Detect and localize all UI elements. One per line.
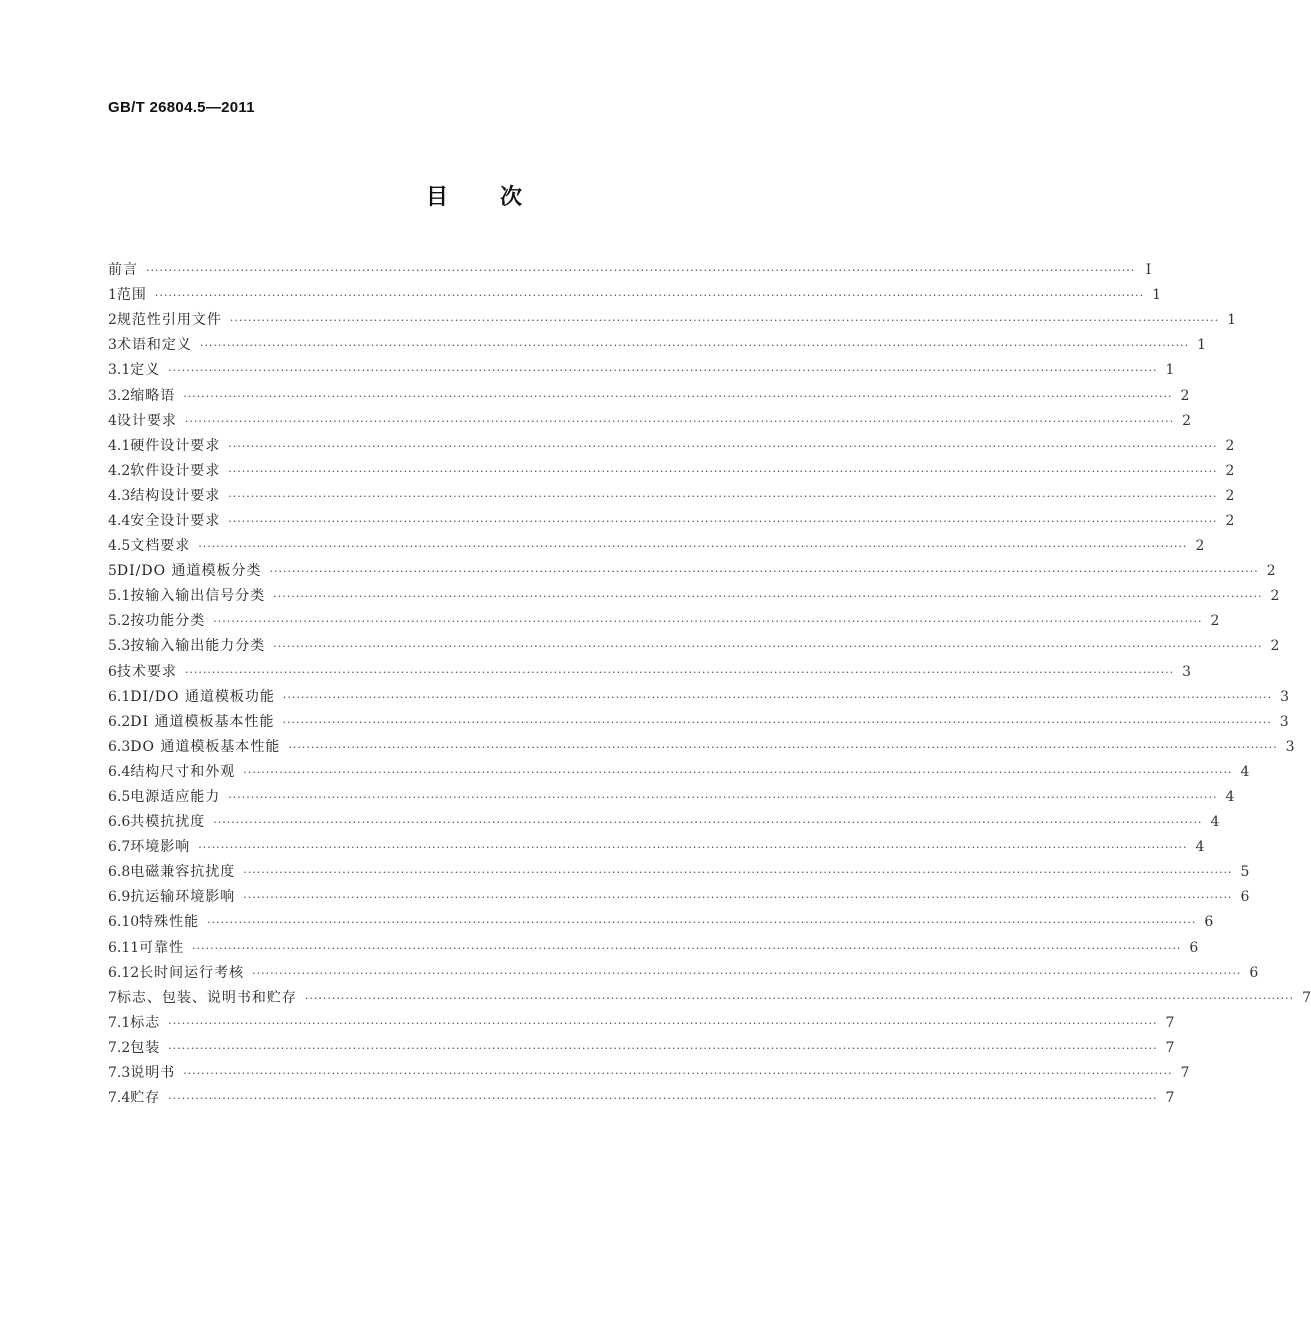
toc-entry-page: 7 [1165, 1039, 1175, 1056]
toc-entry-label: 结构尺寸和外观 [130, 763, 236, 780]
toc-entry-number: 5.1 [108, 588, 131, 605]
toc-entry[interactable] [108, 1061, 1190, 1086]
toc-leader-dots: ···························································································································································································································· [213, 615, 1203, 629]
toc-entry[interactable] [108, 609, 1220, 634]
toc-entry-page: 3 [1280, 688, 1290, 705]
toc-entry[interactable] [108, 760, 1250, 785]
toc-entry-label: 环境影响 [130, 839, 191, 856]
toc-entry[interactable] [108, 936, 1199, 961]
toc-entry-number: 7.1 [108, 1014, 131, 1031]
toc-entry-number: 6.11 [108, 939, 140, 956]
toc-leader-dots: ···························································································································································································································· [269, 565, 1259, 579]
toc-entry[interactable] [108, 258, 1152, 283]
toc-entry-number: 4.4 [108, 512, 131, 529]
toc-entry-label: 贮存 [130, 1090, 161, 1107]
toc-entry[interactable] [108, 358, 1175, 383]
toc-leader-dots: ···························································································································································································································· [183, 389, 1173, 403]
toc-entry-number: 6.4 [108, 763, 131, 780]
toc-entry-page: 2 [1225, 462, 1235, 479]
toc-entry[interactable] [108, 584, 1280, 609]
toc-entry[interactable] [108, 835, 1205, 860]
toc-entry-page: 2 [1225, 487, 1235, 504]
toc-entry-page: 2 [1210, 613, 1220, 630]
toc-entry-label: 可靠性 [139, 939, 185, 956]
toc-leader-dots: ···························································································································································································································· [199, 339, 1190, 353]
toc-leader-dots: ···························································································································································································································· [198, 841, 1188, 855]
toc-entry[interactable] [108, 459, 1235, 484]
toc-leader-dots: ···························································································································································································································· [146, 264, 1136, 278]
toc-entry-page: 2 [1225, 512, 1235, 529]
toc-entry-page: 3 [1285, 738, 1295, 755]
toc-leader-dots: ···························································································································································································································· [228, 464, 1218, 478]
toc-leader-dots: ···························································································································································································································· [229, 314, 1220, 328]
toc-leader-dots: ···························································································································································································································· [183, 1067, 1173, 1081]
toc-entry-page: 2 [1270, 588, 1280, 605]
toc-entry[interactable] [108, 1036, 1175, 1061]
toc-leader-dots: ···························································································································································································································· [168, 1041, 1158, 1055]
toc-entry[interactable] [108, 634, 1280, 659]
toc-entry-number: 4.1 [108, 437, 131, 454]
toc-entry-label: 抗运输环境影响 [130, 889, 236, 906]
toc-entry-number: 4 [108, 412, 117, 429]
title-char-1: 目 [425, 185, 450, 210]
toc-entry[interactable] [108, 534, 1205, 559]
toc-entry-number: 6.9 [108, 889, 131, 906]
page-title [0, 180, 950, 211]
toc-entry-page: 2 [1195, 538, 1205, 555]
toc-entry-label: 术语和定义 [116, 337, 192, 354]
toc-entry-number: 5.3 [108, 638, 131, 655]
toc-entry-page: 6 [1249, 964, 1259, 981]
toc-entry[interactable] [108, 910, 1214, 935]
toc-entry-page: 1 [1227, 312, 1237, 329]
toc-entry-number: 4.5 [108, 538, 131, 555]
toc-entry-number: 7.3 [108, 1065, 131, 1082]
toc-entry-page: 3 [1182, 663, 1192, 680]
toc-entry-label: 标志 [130, 1014, 161, 1031]
toc-leader-dots: ···························································································································································································································· [282, 690, 1273, 704]
toc-entry-page: 7 [1302, 989, 1311, 1006]
toc-entry[interactable] [108, 409, 1192, 434]
toc-entry-page: 4 [1240, 763, 1250, 780]
toc-leader-dots: ···························································································································································································································· [168, 364, 1158, 378]
title-char-2: 次 [500, 185, 525, 210]
toc-entry-label: 技术要求 [116, 663, 177, 680]
toc-entry-number: 6.2 [108, 713, 131, 730]
toc-entry-number: 7.2 [108, 1039, 131, 1056]
toc-entry-label: 规范性引用文件 [116, 312, 222, 329]
toc-entry-number: 7 [108, 989, 117, 1006]
toc-entry-label: 电磁兼容抗扰度 [130, 864, 236, 881]
toc-leader-dots: ···························································································································································································································· [168, 1016, 1158, 1030]
toc-leader-dots: ···························································································································································································································· [304, 991, 1295, 1005]
toc-entry-label: 特殊性能 [139, 914, 200, 931]
toc-entry[interactable] [108, 1086, 1175, 1111]
toc-entry-number: 6.12 [108, 964, 140, 981]
toc-entry-number: 3.2 [108, 387, 131, 404]
toc-entry-label: DI/DO 通道模板分类 [116, 563, 262, 580]
toc-entry[interactable] [108, 484, 1235, 509]
toc-entry-page: 2 [1270, 638, 1280, 655]
toc-entry-label: 范围 [116, 287, 147, 304]
toc-entry-label: 按输入输出信号分类 [130, 588, 266, 605]
toc-entry-label: 缩略语 [130, 387, 176, 404]
toc-entry-label: DI 通道模板基本性能 [130, 713, 275, 730]
table-of-contents [108, 258, 1311, 1111]
toc-entry-label: 按功能分类 [130, 613, 206, 630]
toc-entry-label: 文档要求 [130, 538, 191, 555]
toc-entry-number: 6.6 [108, 814, 131, 831]
toc-entry-label: 安全设计要求 [130, 512, 221, 529]
toc-entry[interactable] [108, 785, 1235, 810]
toc-leader-dots: ···························································································································································································································· [228, 514, 1218, 528]
toc-entry-label: 电源适应能力 [130, 789, 221, 806]
toc-entry-number: 2 [108, 312, 117, 329]
toc-entry-page: 2 [1266, 563, 1276, 580]
toc-entry-number: 6.3 [108, 738, 131, 755]
toc-entry-page: Ⅰ [1145, 262, 1152, 279]
toc-leader-dots: ···························································································································································································································· [154, 289, 1145, 303]
toc-entry-number: 7.4 [108, 1090, 131, 1107]
toc-entry-label: 共模抗扰度 [130, 814, 206, 831]
toc-entry-number: 4.3 [108, 487, 131, 504]
toc-entry-page: 2 [1180, 387, 1190, 404]
toc-entry-page: 7 [1165, 1090, 1175, 1107]
toc-entry-page: 1 [1165, 362, 1175, 379]
toc-entry-number: 6.1 [108, 688, 131, 705]
toc-entry[interactable] [108, 434, 1235, 459]
toc-entry[interactable] [108, 283, 1162, 308]
toc-entry[interactable] [108, 383, 1190, 408]
toc-entry-page: 7 [1165, 1014, 1175, 1031]
toc-entry-page: 3 [1279, 713, 1289, 730]
toc-entry-label: 定义 [130, 362, 161, 379]
toc-entry-label: 说明书 [130, 1065, 176, 1082]
toc-leader-dots: ···························································································································································································································· [184, 414, 1175, 428]
toc-leader-dots: ···························································································································································································································· [192, 941, 1182, 955]
toc-entry-number: 4.2 [108, 462, 131, 479]
toc-entry[interactable] [108, 986, 1311, 1011]
toc-leader-dots: ···························································································································································································································· [282, 715, 1272, 729]
toc-entry-page: 4 [1195, 839, 1205, 856]
toc-entry[interactable] [108, 559, 1276, 584]
toc-entry-label: DO 通道模板基本性能 [130, 738, 281, 755]
toc-leader-dots: ···························································································································································································································· [207, 916, 1197, 930]
toc-entry-number: 5 [108, 563, 117, 580]
toc-entry-page: 1 [1152, 287, 1162, 304]
toc-leader-dots: ···························································································································································································································· [273, 590, 1263, 604]
toc-leader-dots: ···························································································································································································································· [288, 740, 1278, 754]
toc-entry-label: 标志、包装、说明书和贮存 [116, 989, 297, 1006]
toc-entry-page: 5 [1240, 864, 1250, 881]
toc-entry[interactable] [108, 735, 1295, 760]
toc-leader-dots: ···························································································································································································································· [228, 489, 1218, 503]
toc-entry-page: 2 [1225, 437, 1235, 454]
toc-leader-dots: ···························································································································································································································· [184, 665, 1175, 679]
toc-leader-dots: ···························································································································································································································· [243, 765, 1233, 779]
toc-entry-label: 结构设计要求 [130, 487, 221, 504]
toc-entry-number: 6.10 [108, 914, 140, 931]
toc-leader-dots: ···························································································································································································································· [252, 966, 1242, 980]
toc-entry[interactable] [108, 333, 1207, 358]
toc-entry[interactable] [108, 509, 1235, 534]
toc-entry-label: 包装 [130, 1039, 161, 1056]
toc-leader-dots: ···························································································································································································································· [168, 1092, 1158, 1106]
toc-entry[interactable] [108, 1011, 1175, 1036]
toc-entry-number: 5.2 [108, 613, 131, 630]
toc-leader-dots: ···························································································································································································································· [273, 640, 1263, 654]
toc-entry-page: 6 [1189, 939, 1199, 956]
toc-leader-dots: ···························································································································································································································· [243, 891, 1233, 905]
toc-entry-number: 6.7 [108, 839, 131, 856]
toc-entry-number: 6.5 [108, 789, 131, 806]
toc-entry[interactable] [108, 885, 1250, 910]
toc-entry-page: 1 [1197, 337, 1207, 354]
toc-entry[interactable] [108, 308, 1237, 333]
toc-entry-label: 软件设计要求 [130, 462, 221, 479]
toc-entry-number: 1 [108, 287, 117, 304]
toc-leader-dots: ···························································································································································································································· [243, 866, 1233, 880]
toc-entry-label: 设计要求 [116, 412, 177, 429]
toc-entry-page: 6 [1204, 914, 1214, 931]
toc-entry-label: DI/DO 通道模板功能 [130, 688, 275, 705]
toc-entry[interactable] [108, 710, 1289, 735]
toc-entry-page: 2 [1182, 412, 1192, 429]
toc-leader-dots: ···························································································································································································································· [228, 791, 1218, 805]
toc-entry-label: 长时间运行考核 [139, 964, 245, 981]
toc-entry-number: 3.1 [108, 362, 131, 379]
toc-entry-page: 4 [1210, 814, 1220, 831]
toc-entry-number: 6 [108, 663, 117, 680]
toc-entry-page: 6 [1240, 889, 1250, 906]
toc-entry-label: 硬件设计要求 [130, 437, 221, 454]
toc-leader-dots: ···························································································································································································································· [228, 439, 1218, 453]
toc-leader-dots: ···························································································································································································································· [213, 816, 1203, 830]
toc-entry[interactable] [108, 660, 1192, 685]
toc-entry-label: 按输入输出能力分类 [130, 638, 266, 655]
toc-entry-number: 3 [108, 337, 117, 354]
toc-entry[interactable] [108, 685, 1290, 710]
toc-leader-dots: ···························································································································································································································· [198, 540, 1188, 554]
toc-entry[interactable] [108, 810, 1220, 835]
toc-entry-page: 4 [1225, 789, 1235, 806]
toc-entry-number: 6.8 [108, 864, 131, 881]
toc-entry[interactable] [108, 961, 1259, 986]
toc-entry-label: 前言 [108, 262, 138, 279]
standard-code: GB/T 26804.5—2011 [108, 99, 255, 116]
toc-entry-page: 7 [1180, 1065, 1190, 1082]
toc-entry[interactable] [108, 860, 1250, 885]
